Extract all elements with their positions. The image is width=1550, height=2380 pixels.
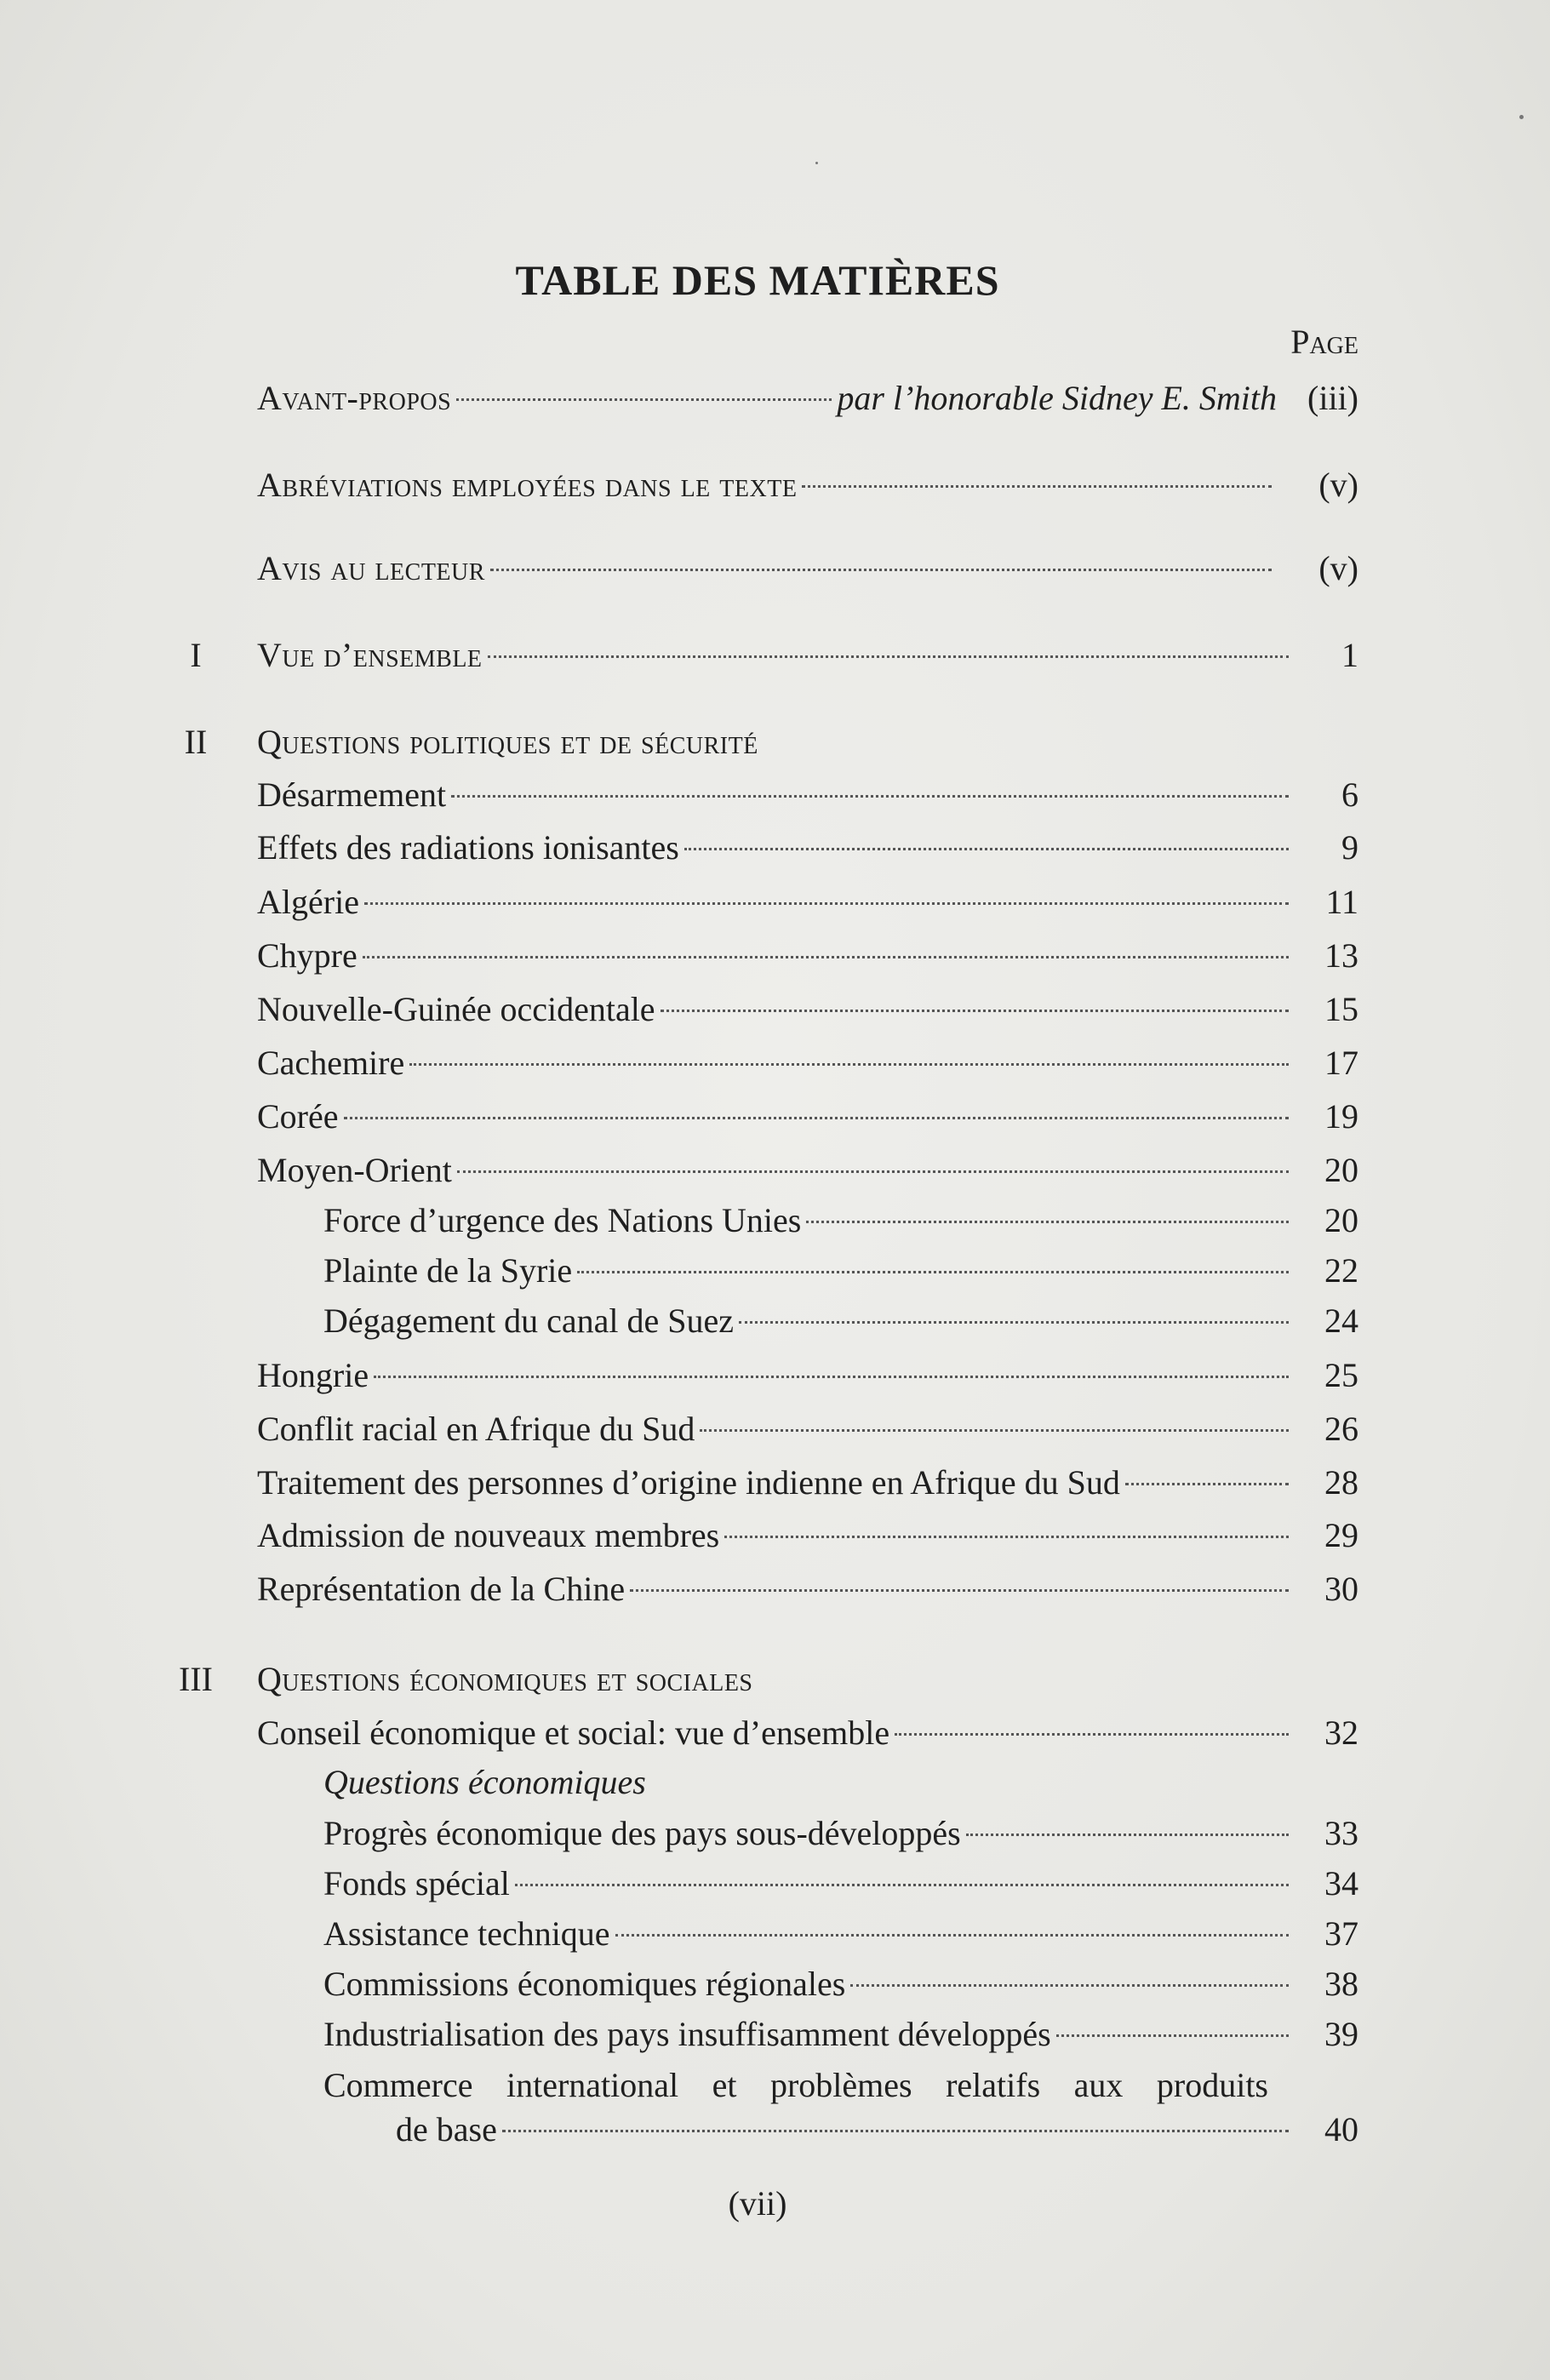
- toc-label: Admission de nouveaux membres: [257, 1516, 720, 1554]
- dot-leader: [451, 795, 1289, 798]
- dot-leader: [577, 1271, 1289, 1273]
- dot-leader: [724, 1536, 1289, 1538]
- toc-page: 22: [1324, 1251, 1358, 1290]
- toc-subentry: [323, 1296, 1358, 1347]
- dot-leader: [363, 956, 1289, 958]
- toc-entry: [257, 1038, 1358, 1089]
- section-number: III: [179, 1660, 213, 1698]
- toc-page: 1: [1341, 636, 1358, 674]
- toc-entry: [257, 1457, 1358, 1508]
- dot-leader: [850, 1984, 1289, 1987]
- toc-label: Moyen-Orient: [257, 1151, 452, 1189]
- toc-page: 9: [1341, 828, 1358, 867]
- toc-page: 25: [1324, 1356, 1358, 1394]
- toc-page: 26: [1324, 1410, 1358, 1448]
- toc-page: 39: [1324, 2015, 1358, 2053]
- toc-entry: [257, 1145, 1358, 1196]
- toc-entry-avis: [257, 543, 1358, 594]
- toc-page: 29: [1324, 1516, 1358, 1554]
- toc-label: Force d’urgence des Nations Unies: [323, 1201, 802, 1239]
- section-number: I: [190, 636, 202, 674]
- section-number: II: [184, 723, 208, 761]
- toc-entry: [257, 1564, 1358, 1615]
- dot-leader: [739, 1321, 1289, 1324]
- dot-leader: [661, 1010, 1289, 1012]
- toc-page: 32: [1324, 1713, 1358, 1752]
- toc-label: Fonds spécial: [323, 1864, 510, 1902]
- toc-label: Traitement des personnes d’origine indienne en Afrique du Sud: [257, 1463, 1120, 1502]
- toc-entry: [257, 1350, 1358, 1401]
- toc-subentry: [323, 2009, 1358, 2060]
- toc-page: 20: [1324, 1151, 1358, 1189]
- toc-label: Progrès économique des pays sous-développés: [323, 1814, 961, 1852]
- toc-page: 38: [1324, 1965, 1358, 2003]
- toc-author: par l’honorable Sidney E. Smith: [837, 379, 1277, 417]
- toc-page: 40: [1324, 2110, 1358, 2148]
- toc-page: 20: [1324, 1201, 1358, 1239]
- paper-speck: [815, 162, 818, 164]
- toc-entry-abreviations: [257, 460, 1358, 511]
- toc-subentry: [323, 1195, 1358, 1246]
- toc-label: Cachemire: [257, 1044, 405, 1082]
- dot-leader: [490, 569, 1272, 571]
- toc-label: Désarmement: [257, 775, 447, 814]
- toc-label: Effets des radiations ionisantes: [257, 828, 679, 867]
- toc-page: 13: [1324, 936, 1358, 975]
- toc-subentry: [323, 1245, 1358, 1296]
- toc-label: Commissions économiques régionales: [323, 1965, 846, 2003]
- toc-label: Industrialisation des pays insuffisamment développés: [323, 2015, 1051, 2053]
- dot-leader: [502, 2130, 1289, 2132]
- toc-label: Chypre: [257, 936, 357, 975]
- toc-label: Vue d’ensemble: [257, 636, 483, 674]
- toc-label: Dégagement du canal de Suez: [323, 1302, 735, 1340]
- toc-subentry: [323, 1808, 1358, 1859]
- dot-leader: [806, 1221, 1289, 1223]
- toc-page: 6: [1341, 775, 1358, 814]
- toc-entry: [257, 877, 1358, 928]
- toc-entry: [257, 822, 1358, 873]
- toc-page: 37: [1324, 1914, 1358, 1953]
- toc-label: de base: [396, 2110, 497, 2148]
- dot-leader: [456, 398, 832, 401]
- toc-subentry-first-line: Commerce international et problèmes relatifs aux produits: [323, 2066, 1268, 2104]
- toc-page: (v): [1318, 549, 1358, 587]
- toc-label: Nouvelle-Guinée occidentale: [257, 990, 655, 1028]
- toc-entry-section-i: [257, 630, 1358, 681]
- dot-leader: [364, 902, 1289, 905]
- paper-speck: [1519, 115, 1524, 119]
- toc-label: Avant-propos: [257, 379, 452, 417]
- section-heading: Questions économiques et sociales: [257, 1660, 753, 1698]
- toc-page: 33: [1324, 1814, 1358, 1852]
- toc-subentry: [323, 1908, 1358, 1959]
- toc-entry: [257, 984, 1358, 1035]
- toc-label: Algérie: [257, 883, 359, 921]
- toc-page: 34: [1324, 1864, 1358, 1902]
- toc-subentry: [323, 1959, 1358, 2010]
- toc-entry: [257, 1091, 1358, 1142]
- toc-page: 15: [1324, 990, 1358, 1028]
- dot-leader: [630, 1589, 1289, 1592]
- toc-label: Représentation de la Chine: [257, 1570, 626, 1608]
- dot-leader: [966, 1834, 1289, 1836]
- dot-leader: [344, 1117, 1289, 1119]
- dot-leader: [684, 848, 1289, 850]
- dot-leader: [1056, 2034, 1289, 2037]
- page-folio: (vii): [728, 2184, 787, 2223]
- toc-subentry-continuation: [396, 2104, 1358, 2155]
- toc-label: Hongrie: [257, 1356, 369, 1394]
- dot-leader: [409, 1063, 1289, 1066]
- page-title: TABLE DES MATIÈRES: [515, 256, 1000, 304]
- dot-leader: [488, 655, 1289, 658]
- dot-leader: [615, 1934, 1289, 1937]
- toc-label: Plainte de la Syrie: [323, 1251, 573, 1290]
- dot-leader: [700, 1429, 1289, 1432]
- toc-page: 11: [1325, 883, 1358, 921]
- dot-leader: [895, 1733, 1289, 1736]
- toc-page: 19: [1324, 1097, 1358, 1136]
- toc-label: Avis au lecteur: [257, 549, 485, 587]
- toc-label: Corée: [257, 1097, 339, 1136]
- toc-label: Abréviations employées dans le texte: [257, 466, 798, 504]
- dot-leader: [374, 1376, 1289, 1378]
- toc-page: 30: [1324, 1570, 1358, 1608]
- dot-leader: [802, 485, 1272, 488]
- toc-entry: [257, 1510, 1358, 1561]
- section-heading: Questions politiques et de sécurité: [257, 723, 758, 761]
- toc-entry: [257, 930, 1358, 981]
- dot-leader: [457, 1170, 1289, 1173]
- dot-leader: [515, 1884, 1289, 1886]
- toc-entry: [257, 1708, 1358, 1759]
- toc-label: Assistance technique: [323, 1914, 610, 1953]
- toc-label: Conflit racial en Afrique du Sud: [257, 1410, 695, 1448]
- dot-leader: [1125, 1483, 1289, 1485]
- toc-page: (v): [1318, 466, 1358, 504]
- page-column-header: Page: [1290, 323, 1358, 361]
- toc-subheading: Questions économiques: [323, 1763, 646, 1801]
- toc-entry: [257, 769, 1358, 821]
- toc-page: 24: [1324, 1302, 1358, 1340]
- toc-page: 28: [1324, 1463, 1358, 1502]
- toc-entry-avant-propos: [257, 373, 1358, 424]
- toc-subentry: [323, 1858, 1358, 1909]
- toc-page: 17: [1324, 1044, 1358, 1082]
- toc-entry: [257, 1404, 1358, 1455]
- toc-page: (iii): [1307, 379, 1358, 417]
- toc-label: Conseil économique et social: vue d’ensemble: [257, 1713, 890, 1752]
